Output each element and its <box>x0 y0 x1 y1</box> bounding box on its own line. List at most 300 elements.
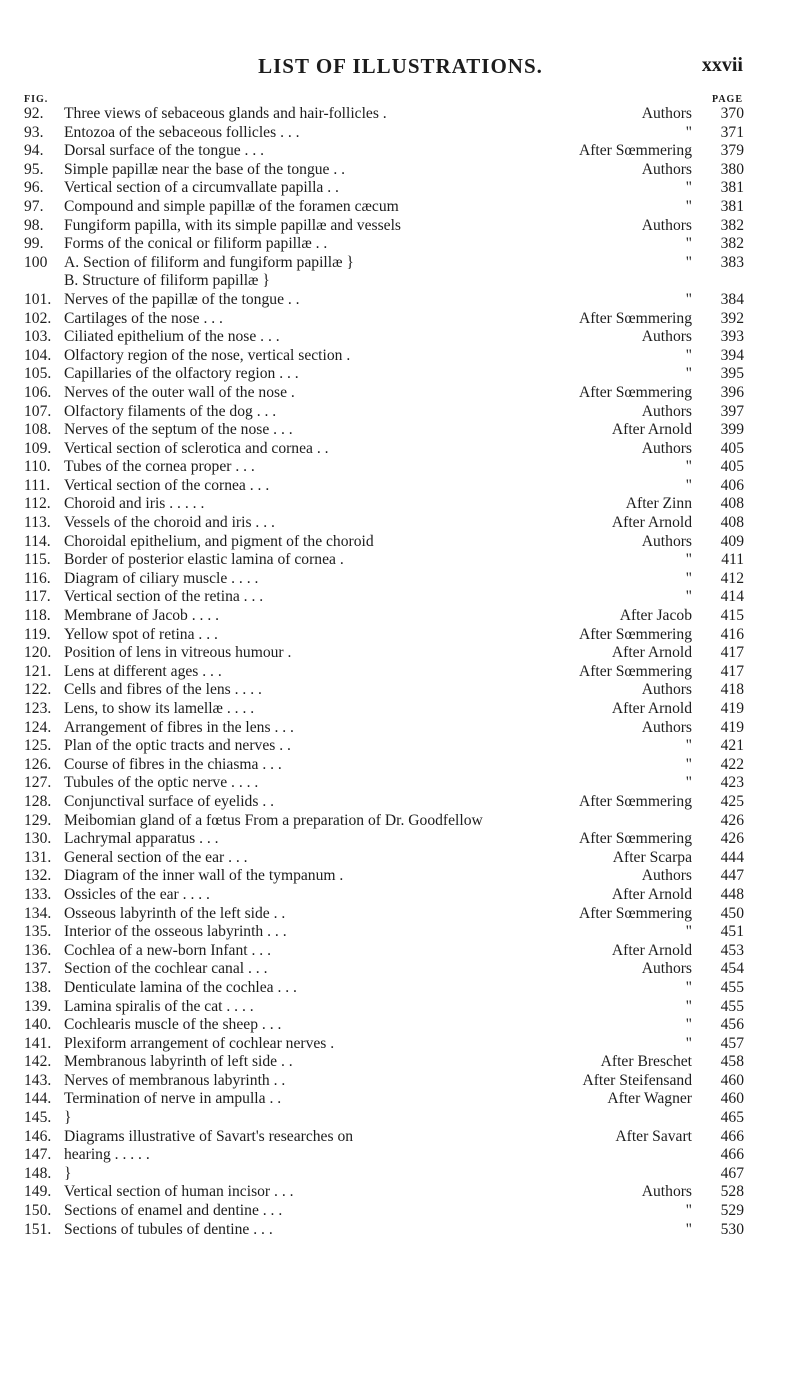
figure-page: 460 <box>720 1090 744 1108</box>
figure-description: Diagram of ciliary muscle . . . . <box>64 569 259 587</box>
figure-number: 101. <box>24 290 52 308</box>
figure-page: 411 <box>721 551 744 569</box>
figure-description: Nerves of the septum of the nose . . . <box>64 421 293 439</box>
figure-author: Authors <box>641 867 692 885</box>
figure-description: Vertical section of the retina . . . <box>64 588 264 606</box>
figure-page: 380 <box>720 160 744 178</box>
figure-page: 394 <box>720 346 744 364</box>
figure-page: 406 <box>720 476 744 494</box>
list-item <box>24 421 744 440</box>
figure-description: Capillaries of the olfactory region . . . <box>64 365 299 383</box>
figure-author: Authors <box>641 328 692 346</box>
figure-author: " <box>685 365 692 383</box>
figure-description: Olfactory filaments of the dog . . . <box>64 402 277 420</box>
figure-author: Authors <box>641 216 692 234</box>
list-item <box>24 979 744 998</box>
figure-number: 95. <box>24 160 44 178</box>
list-item <box>24 607 744 626</box>
figure-page: 455 <box>720 997 744 1015</box>
figure-description: B. Structure of filiform papillæ } <box>64 272 270 290</box>
figure-description: Termination of nerve in ampulla . . <box>64 1090 282 1108</box>
figure-page: 451 <box>720 923 744 941</box>
figure-description: Cells and fibres of the lens . . . . <box>64 681 262 699</box>
figure-author: After Arnold <box>611 700 692 717</box>
list-item <box>24 1183 744 1202</box>
figure-number: 120. <box>24 644 52 662</box>
figure-number: 135. <box>24 923 52 941</box>
list-item <box>24 849 744 868</box>
figure-page: 381 <box>720 197 744 215</box>
figure-number: 147. <box>24 1146 52 1164</box>
figure-number: 113. <box>24 514 51 532</box>
figure-number: 100 <box>24 253 48 271</box>
list-item <box>24 1016 744 1035</box>
figure-number: 132. <box>24 867 52 885</box>
figure-number: 118. <box>24 607 51 625</box>
figure-author: After Sœmmering <box>578 904 692 922</box>
list-item <box>24 1128 744 1147</box>
list-item <box>24 347 744 366</box>
figure-description: Vertical section of a circumvallate papilla . . <box>64 179 339 197</box>
figure-description: hearing . . . . . <box>64 1146 150 1164</box>
figure-page: 419 <box>720 718 744 736</box>
list-item <box>24 1109 744 1128</box>
list-item <box>24 830 744 849</box>
figure-author: After Scarpa <box>612 848 692 866</box>
figure-description: Sections of tubules of dentine . . . <box>64 1220 273 1238</box>
figure-description: Tubules of the optic nerve . . . . <box>64 774 259 792</box>
figure-page: 456 <box>720 1016 744 1034</box>
figure-description: Ciliated epithelium of the nose . . . <box>64 328 280 346</box>
figure-page: 447 <box>720 867 744 885</box>
figure-page: 529 <box>720 1202 744 1220</box>
figure-author: Authors <box>641 439 692 457</box>
list-item <box>24 886 744 905</box>
figure-number: 129. <box>24 811 52 829</box>
page-title: LIST OF ILLUSTRATIONS. <box>258 54 543 78</box>
figure-page: 396 <box>720 383 744 401</box>
figure-description: Conjunctival surface of eyelids . . <box>64 792 275 810</box>
figure-author: Authors <box>641 960 692 978</box>
figure-description: Course of fibres in the chiasma . . . <box>64 755 282 773</box>
figure-author: " <box>685 179 692 197</box>
list-item <box>24 124 744 143</box>
list-item <box>24 458 744 477</box>
figure-author: " <box>685 774 692 792</box>
list-item <box>24 533 744 552</box>
figure-description: Choroidal epithelium, and pigment of the choroid <box>64 532 374 550</box>
figure-number: 106. <box>24 383 52 401</box>
figure-page: 457 <box>720 1034 744 1052</box>
figure-author: After Sœmmering <box>578 662 692 680</box>
figure-author: " <box>685 290 692 308</box>
figure-description: Yellow spot of retina . . . <box>64 625 218 643</box>
list-item <box>24 1072 744 1091</box>
figure-author: After Arnold <box>611 644 692 662</box>
figure-description: Olfactory region of the nose, vertical section . <box>64 346 351 364</box>
figure-number: 124. <box>24 718 52 736</box>
figure-page: 381 <box>720 179 744 197</box>
figure-description: Lamina spiralis of the cat . . . . <box>64 997 254 1015</box>
figure-author: After Zinn <box>625 495 692 513</box>
figure-number: 127. <box>24 774 52 792</box>
figure-page: 370 <box>720 105 744 122</box>
figure-author: After Arnold <box>611 885 692 903</box>
figure-page: 412 <box>720 569 744 587</box>
list-item <box>24 291 744 310</box>
figure-author: After Sœmmering <box>578 383 692 401</box>
figure-number: 116. <box>24 569 51 587</box>
figure-number: 140. <box>24 1016 52 1034</box>
list-item <box>24 737 744 756</box>
list-item <box>24 905 744 924</box>
list-item <box>24 1090 744 1109</box>
list-item <box>24 998 744 1017</box>
figure-description: Choroid and iris . . . . . <box>64 495 205 513</box>
list-item <box>24 1035 744 1054</box>
figure-author: " <box>685 235 692 253</box>
figure-page: 371 <box>720 123 744 141</box>
figure-number: 119. <box>24 625 51 643</box>
figure-page: 455 <box>720 978 744 996</box>
list-item <box>24 1221 744 1240</box>
figure-page: 405 <box>720 458 744 476</box>
figure-description: Membranous labyrinth of left side . . <box>64 1053 293 1071</box>
figure-number: 136. <box>24 941 52 959</box>
list-item <box>24 1146 744 1165</box>
figure-page: 467 <box>720 1164 744 1182</box>
figure-page: 382 <box>720 216 744 234</box>
figure-number: 105. <box>24 365 52 383</box>
figure-page: 450 <box>720 904 744 922</box>
figure-number: 112. <box>24 495 51 513</box>
figure-page: 399 <box>720 421 744 439</box>
figure-description: Vessels of the choroid and iris . . . <box>64 514 275 532</box>
figure-page: 418 <box>720 681 744 699</box>
figure-number: 151. <box>24 1220 52 1238</box>
figure-description: Dorsal surface of the tongue . . . <box>64 142 265 160</box>
figure-number: 108. <box>24 421 52 439</box>
figure-number: 143. <box>24 1071 52 1089</box>
list-item <box>24 1165 744 1184</box>
figure-number: 138. <box>24 978 52 996</box>
figure-number: 115. <box>24 551 51 569</box>
figure-number: 94. <box>24 142 44 160</box>
list-item <box>24 217 744 236</box>
page-number: xxvii <box>701 54 743 76</box>
figure-author: " <box>685 551 692 569</box>
list-item <box>24 570 744 589</box>
figure-author: " <box>685 1016 692 1034</box>
figure-page: 454 <box>720 960 744 978</box>
figure-author: After Arnold <box>611 421 692 439</box>
list-item <box>24 774 744 793</box>
figure-author: " <box>685 923 692 941</box>
figure-page: 425 <box>720 792 744 810</box>
figure-number: 137. <box>24 960 52 978</box>
figure-page: 395 <box>720 365 744 383</box>
figure-page: 408 <box>720 514 744 532</box>
figure-description: Lens at different ages . . . <box>64 662 222 680</box>
figure-description: Simple papillæ near the base of the tongue . . <box>64 160 346 178</box>
figure-author: " <box>685 588 692 606</box>
figure-page: 405 <box>720 439 744 457</box>
figure-number: 133. <box>24 885 52 903</box>
figure-page: 382 <box>720 235 744 253</box>
list-item <box>24 551 744 570</box>
figure-page: 460 <box>720 1071 744 1089</box>
figure-description: Position of lens in vitreous humour . <box>64 644 292 662</box>
figure-page: 393 <box>720 328 744 346</box>
figure-number: 109. <box>24 439 52 457</box>
figure-number: 96. <box>24 179 44 197</box>
figure-description: Vertical section of sclerotica and cornea . . <box>64 439 329 457</box>
figure-author: Authors <box>641 160 692 178</box>
figure-number: 125. <box>24 737 52 755</box>
list-item <box>24 1053 744 1072</box>
figure-description: Forms of the conical or filiform papillæ . . <box>64 235 328 253</box>
figure-number: 111. <box>24 476 51 494</box>
figure-description: Vertical section of the cornea . . . <box>64 476 270 494</box>
figure-author: After Sœmmering <box>578 625 692 643</box>
figure-page: 444 <box>720 848 744 866</box>
list-item <box>24 793 744 812</box>
figure-description: Cochlea of a new-born Infant . . . <box>64 941 271 959</box>
figure-author: Authors <box>641 105 692 122</box>
figure-description: Vertical section of human incisor . . . <box>64 1183 294 1201</box>
figure-description: Nerves of membranous labyrinth . . <box>64 1071 286 1089</box>
figure-description: Osseous labyrinth of the left side . . <box>64 904 286 922</box>
figure-author: After Arnold <box>611 514 692 532</box>
figure-number: 128. <box>24 792 52 810</box>
list-item <box>24 310 744 329</box>
figure-description: Ossicles of the ear . . . . <box>64 885 210 903</box>
figure-number: 130. <box>24 830 52 848</box>
figure-author: After Breschet <box>600 1053 692 1071</box>
list-item <box>24 161 744 180</box>
figure-number: 92. <box>24 105 44 122</box>
figure-description: Nerves of the outer wall of the nose . <box>64 383 295 401</box>
figure-author: After Sœmmering <box>578 792 692 810</box>
figure-description: A. Section of filiform and fungiform papillæ } <box>64 253 354 271</box>
figure-number: 102. <box>24 309 52 327</box>
figure-page: 448 <box>720 885 744 903</box>
figure-author: After Sœmmering <box>578 830 692 848</box>
list-item <box>24 105 744 124</box>
list-item <box>24 960 744 979</box>
figure-author: " <box>685 123 692 141</box>
figure-author: " <box>685 1220 692 1238</box>
figure-number: 139. <box>24 997 52 1015</box>
figure-number: 104. <box>24 346 52 364</box>
figure-page: 426 <box>720 811 744 829</box>
figure-author: " <box>685 978 692 996</box>
figure-number: 98. <box>24 216 44 234</box>
figure-number: 99. <box>24 235 44 253</box>
figure-number: 107. <box>24 402 52 420</box>
figure-author: After Sœmmering <box>578 309 692 327</box>
figure-description: Nerves of the papillæ of the tongue . . <box>64 290 300 308</box>
figure-number: 122. <box>24 681 52 699</box>
figure-author: Authors <box>641 532 692 550</box>
figure-author: After Jacob <box>619 607 692 625</box>
figure-description: Denticulate lamina of the cochlea . . . <box>64 978 297 996</box>
figure-author: After Sœmmering <box>578 142 692 160</box>
figure-page: 466 <box>720 1127 744 1145</box>
list-item <box>24 867 744 886</box>
figure-page: 453 <box>720 941 744 959</box>
figure-number: 149. <box>24 1183 52 1201</box>
figure-author: " <box>685 1202 692 1220</box>
figure-number: 150. <box>24 1202 52 1220</box>
figure-description: Plan of the optic tracts and nerves . . <box>64 737 291 755</box>
figure-description: } <box>64 1109 72 1127</box>
figure-number: 134. <box>24 904 52 922</box>
figure-page: 426 <box>720 830 744 848</box>
fig-column-heading: FIG. <box>24 94 49 105</box>
figure-number: 93. <box>24 123 44 141</box>
figure-number: 144. <box>24 1090 52 1108</box>
figure-author: " <box>685 458 692 476</box>
figure-description: Interior of the osseous labyrinth . . . <box>64 923 287 941</box>
list-item <box>24 700 744 719</box>
figure-number: 114. <box>24 532 51 550</box>
figure-author: " <box>685 737 692 755</box>
figure-description: Cartilages of the nose . . . <box>64 309 223 327</box>
list-item <box>24 384 744 403</box>
figure-author: " <box>685 997 692 1015</box>
list-item <box>24 719 744 738</box>
figure-description: Lens, to show its lamellæ . . . . <box>64 700 255 717</box>
figure-author: Authors <box>641 718 692 736</box>
list-item <box>24 254 744 273</box>
figure-description: Diagrams illustrative of Savart's researches on <box>64 1127 354 1145</box>
figure-author: " <box>685 755 692 773</box>
figure-description: Border of posterior elastic lamina of cornea . <box>64 551 344 569</box>
figure-description: Arrangement of fibres in the lens . . . <box>64 718 294 736</box>
list-item <box>24 142 744 161</box>
page-header <box>0 54 801 84</box>
figure-page: 392 <box>720 309 744 327</box>
figure-page: 528 <box>720 1183 744 1201</box>
list-item <box>24 198 744 217</box>
list-item <box>24 1202 744 1221</box>
list-item <box>24 626 744 645</box>
list-item <box>24 272 744 291</box>
figure-description: Meibomian gland of a fœtus From a preparation of Dr. Goodfellow <box>64 811 483 829</box>
list-item <box>24 235 744 254</box>
figure-description: Plexiform arrangement of cochlear nerves . <box>64 1034 335 1052</box>
list-item <box>24 495 744 514</box>
list-item <box>24 681 744 700</box>
figure-page: 384 <box>720 290 744 308</box>
figure-description: Three views of sebaceous glands and hair-follicles . <box>64 105 387 122</box>
figure-author: " <box>685 197 692 215</box>
list-item <box>24 644 744 663</box>
figure-page: 419 <box>720 700 744 717</box>
figure-page: 417 <box>720 662 744 680</box>
list-item <box>24 923 744 942</box>
figure-description: Membrane of Jacob . . . . <box>64 607 220 625</box>
figure-author: After Savart <box>615 1127 692 1145</box>
figure-number: 146. <box>24 1127 52 1145</box>
list-item <box>24 403 744 422</box>
figure-author: " <box>685 346 692 364</box>
figure-description: Cochlearis muscle of the sheep . . . <box>64 1016 282 1034</box>
figure-description: Lachrymal apparatus . . . <box>64 830 219 848</box>
figure-description: Compound and simple papillæ of the foramen cæcum <box>64 197 399 215</box>
illustration-list <box>24 105 744 1239</box>
list-item <box>24 514 744 533</box>
list-item <box>24 942 744 961</box>
figure-page: 408 <box>720 495 744 513</box>
figure-page: 415 <box>720 607 744 625</box>
figure-page: 423 <box>720 774 744 792</box>
page-column-heading: PAGE <box>711 94 743 105</box>
list-item <box>24 477 744 496</box>
figure-author: Authors <box>641 681 692 699</box>
figure-number: 126. <box>24 755 52 773</box>
figure-page: 421 <box>720 737 744 755</box>
list-item <box>24 756 744 775</box>
figure-page: 416 <box>720 625 744 643</box>
figure-description: Diagram of the inner wall of the tympanum . <box>64 867 344 885</box>
figure-description: } <box>64 1164 72 1182</box>
figure-page: 383 <box>720 253 744 271</box>
list-item <box>24 440 744 459</box>
figure-author: " <box>685 569 692 587</box>
figure-number: 145. <box>24 1109 52 1127</box>
figure-number: 131. <box>24 848 52 866</box>
list-item <box>24 588 744 607</box>
figure-author: After Arnold <box>611 941 692 959</box>
list-item <box>24 179 744 198</box>
figure-description: Tubes of the cornea proper . . . <box>64 458 255 476</box>
figure-description: Section of the cochlear canal . . . <box>64 960 268 978</box>
list-item <box>24 663 744 682</box>
figure-page: 422 <box>720 755 744 773</box>
figure-number: 117. <box>24 588 51 606</box>
figure-number: 110. <box>24 458 51 476</box>
figure-page: 397 <box>720 402 744 420</box>
figure-author: " <box>685 476 692 494</box>
figure-number: 141. <box>24 1034 52 1052</box>
list-item <box>24 365 744 384</box>
figure-author: Authors <box>641 1183 692 1201</box>
figure-number: 142. <box>24 1053 52 1071</box>
figure-description: Fungiform papilla, with its simple papillæ and vessels <box>64 216 401 234</box>
figure-number: 123. <box>24 700 52 717</box>
figure-description: Entozoa of the sebaceous follicles . . . <box>64 123 300 141</box>
list-item <box>24 328 744 347</box>
figure-page: 417 <box>720 644 744 662</box>
figure-description: General section of the ear . . . <box>64 848 248 866</box>
figure-author: " <box>685 253 692 271</box>
figure-page: 530 <box>720 1220 744 1238</box>
figure-page: 458 <box>720 1053 744 1071</box>
figure-page: 379 <box>720 142 744 160</box>
figure-page: 466 <box>720 1146 744 1164</box>
figure-page: 409 <box>720 532 744 550</box>
figure-author: After Steifensand <box>582 1071 692 1089</box>
figure-page: 414 <box>720 588 744 606</box>
figure-author: Authors <box>641 402 692 420</box>
list-item <box>24 812 744 831</box>
figure-author: " <box>685 1034 692 1052</box>
figure-page: 465 <box>720 1109 744 1127</box>
figure-description: Sections of enamel and dentine . . . <box>64 1202 283 1220</box>
figure-author: After Wagner <box>607 1090 692 1108</box>
